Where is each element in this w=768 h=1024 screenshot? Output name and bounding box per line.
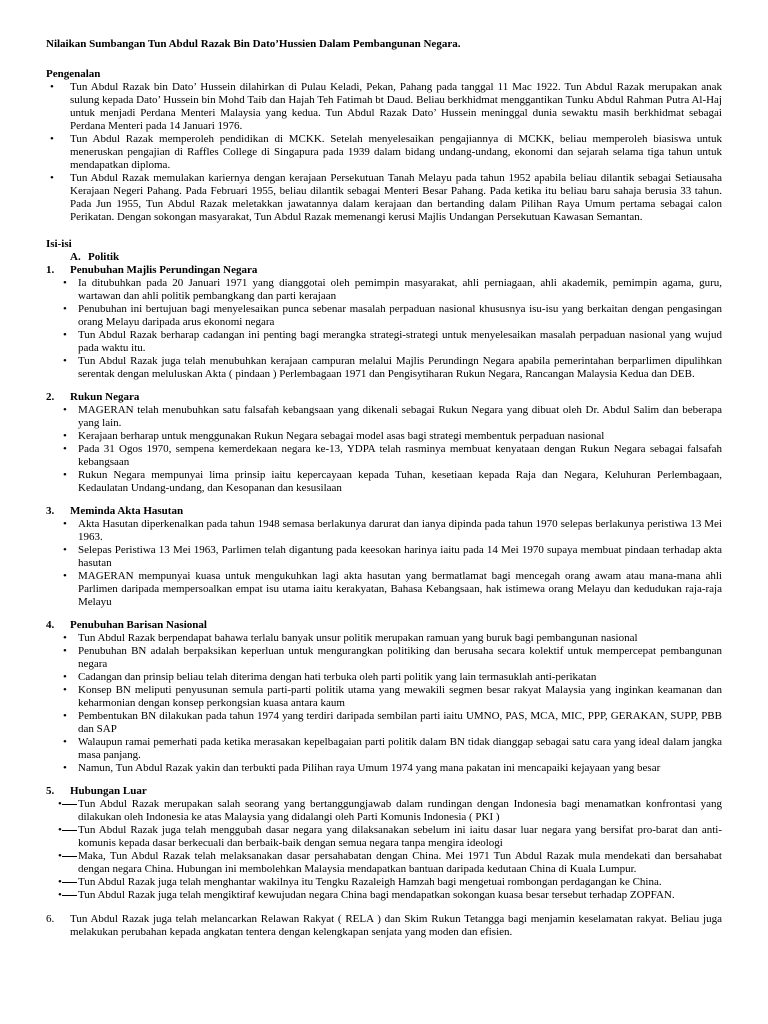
- section-hubungan-luar: [46, 785, 722, 902]
- subheading-label: Politik: [88, 251, 120, 263]
- section-barisan-nasional: [46, 619, 722, 775]
- bullet-item: • Kerajaan berharap untuk menggunakan Rukun Negara sebagai model asas bagi strategi membentuk perpaduan nasional: [46, 430, 722, 443]
- arrow-bullet-text: Tun Abdul Razak juga telah menggubah dasar negara yang dilaksanakan sebelum ini iaitu dasar luar negara yang bersifat pro-barat dan anti-komunis kepada dasar berkecuali dan berbaik-baik dengan semua negara tanpa mengira ideologi: [78, 824, 722, 849]
- bullet-item: • Pembentukan BN dilakukan pada tahun 1974 yang terdiri daripada sembilan parti iaitu UMNO, PAS, MCA, MIC, PPP, GERAKAN, SUPP, PBB dan SAP: [46, 710, 722, 736]
- bullet-item: • Pada 31 Ogos 1970, sempena kemerdekaan negara ke-13, YDPA telah rasminya membuat kenyataan dengan Rukun Negara sebagai falsafah kebangsaan: [46, 443, 722, 469]
- bullet-item: • MAGERAN telah menubuhkan satu falsafah kebangsaan yang dikenali sebagai Rukun Negara yang dibuat oleh Dr. Abdul Salim dan beberapa yang lain.: [46, 404, 722, 430]
- section-text: Tun Abdul Razak juga telah melancarkan Relawan Rakyat ( RELA ) dan Skim Rukun Tetangga bagi menjamin keselamatan rakyat. Beliau juga melakukan perubahan kepada angkatan tentera dengan kelengkapan senjata yang moden dan efisien.: [70, 913, 722, 938]
- arrow-bullet-text: Maka, Tun Abdul Razak telah melaksanakan dasar persahabatan dengan China. Mei 1971 Tun Abdul Razak mula mendekati dan bersahabat dengan negara China. Hubungan ini membolehkan Malaysia mendapatkan bantuan daripada kedutaan China di Kuala Lumpur.: [78, 850, 722, 875]
- arrow-bullet-item: [46, 876, 722, 889]
- bullet-item: • Cadangan dan prinsip beliau telah diterima dengan hati terbuka oleh parti politik yang lain termasuklah anti-perikatan: [46, 671, 722, 684]
- section-title: Penubuhan Barisan Nasional: [70, 619, 207, 631]
- bullet-item: • Tun Abdul Razak berpendapat bahawa terlalu banyak unsur politik merupakan ramuan yang buruk bagi pembangunan nasional: [46, 632, 722, 645]
- arrow-bullet-text: Tun Abdul Razak juga telah menghantar wakilnya itu Tengku Razaleigh Hamzah bagi mengetuai rombongan perdagangan ke China.: [78, 876, 662, 888]
- arrow-bullet-item: [46, 889, 722, 902]
- section-bullets: [46, 518, 722, 609]
- section-heading: [46, 619, 722, 632]
- section-heading: [46, 785, 722, 798]
- intro-list: [46, 81, 722, 224]
- arrow-bullet-text: Tun Abdul Razak juga telah mengiktiraf kewujudan negara China bagi mendapatkan sokongan kuasa besar tersebut terhadap ZOPFAN.: [78, 889, 675, 901]
- section-heading: [46, 505, 722, 518]
- section-number: 1.: [46, 264, 55, 276]
- subheading-politik: [46, 251, 722, 264]
- bullet-item: • Konsep BN meliputi penyusunan semula parti-parti politik utama yang mewakili segmen besar rakyat Malaysia yang inginkan keamanan dan keharmonian dengan konsep perkongsian kuasa antara kaum: [46, 684, 722, 710]
- bullet-item: • Penubuhan BN adalah berpaksikan keperluan untuk mengurangkan politiking dan berusaha secara kolektif untuk mempercepat pembangunan negara: [46, 645, 722, 671]
- arrow-bullet-item: [46, 850, 722, 876]
- intro-heading: Pengenalan: [46, 68, 101, 80]
- section-number: 5.: [46, 785, 55, 797]
- bullet-item: • Tun Abdul Razak berharap cadangan ini penting bagi merangka strategi-strategi untuk menyelesaikan masalah perpaduan nasional yang wujud pada waktu itu.: [46, 329, 722, 355]
- section-heading: [46, 391, 722, 404]
- section-title: Rukun Negara: [70, 391, 140, 403]
- section-title: Penubuhan Majlis Perundingan Negara: [70, 264, 258, 276]
- section-akta-hasutan: [46, 505, 722, 609]
- bullet-item: • Rukun Negara mempunyai lima prinsip iaitu kepercayaan kepada Tuhan, kesetiaan kepada Raja dan Negara, Keluhuran Perlembagaan, Kedaulatan Undang-undang, dan Kesopanan dan kesusilaan: [46, 469, 722, 495]
- bullet-item: • MAGERAN mempunyai kuasa untuk mengukuhkan lagi akta hasutan yang bermatlamat bagi mencegah orang awam atau mana-mana ahli Parlimen daripada mempersoalkan empat isu utama iaitu kerakyatan, Bahasa Kebangsaan, hak istimewa orang Melayu dan kedudukan raja-raja Melayu: [46, 570, 722, 609]
- arrow-bullet-item: [46, 824, 722, 850]
- section-arrow-bullets: [46, 798, 722, 902]
- section-number: 2.: [46, 391, 55, 403]
- section-majlis-perundingan: [46, 264, 722, 381]
- intro-item: • Tun Abdul Razak memperoleh pendidikan di MCKK. Setelah menyelesaikan pengajiannya di MCKK, beliau memperoleh biasiswa untuk meneruskan pengajian di Raffles College di Singapura pada 1939 dalam bidang undang-undang, ekonomi dan sejarah selama tiga tahun untuk mendapatkan diploma.: [46, 133, 722, 172]
- bullet-item: • Akta Hasutan diperkenalkan pada tahun 1948 semasa berlakunya darurat dan ianya dipinda pada tahun 1970 selepas berlakunya peristiwa 13 Mei 1963.: [46, 518, 722, 544]
- arrow-bullet-icon: [58, 824, 78, 837]
- section-number: 4.: [46, 619, 55, 631]
- bullet-item: • Ia ditubuhkan pada 20 Januari 1971 yang dianggotai oleh pemimpin masyarakat, ahli perniagaan, ahli akademik, pemimpin agama, guru, wartawan dan ahli politik pembangkang dan parti kerajaan: [46, 277, 722, 303]
- arrow-bullet-item: [46, 798, 722, 824]
- section-number: 3.: [46, 505, 55, 517]
- intro-item: • Tun Abdul Razak bin Dato’ Hussein dilahirkan di Pulau Keladi, Pekan, Pahang pada tanggal 11 Mac 1922. Tun Abdul Razak merupakan anak sulung kepada Dato’ Hussein bin Mohd Taib dan Hajah Teh Fatimah bt Daud. Beliau berkhidmat menggantikan Tunku Abdul Rahman Putra Al-Haj untuk menjadi Perdana Menteri Malaysia yang kedua. Tun Abdul Razak Dato’ Hussein meninggal dunia sewaktu masih berkhidmat sebagai Perdana Menteri pada 14 Januari 1976.: [46, 81, 722, 133]
- intro-item: • Tun Abdul Razak memulakan kariernya dengan kerajaan Persekutuan Tanah Melayu pada tahun 1952 apabila beliau dilantik sebagai Setiausaha Kerajaan Negeri Pahang. Pada Februari 1955, beliau dilantik sebagai Menteri Besar Pahang. Pada ketika itu beliau baru sahaja berusia 33 tahun. Pada Jun 1955, Tun Abdul Razak meletakkan jawatannya dalam kerajaan dan bertanding dalam Pilihan Raya Umum pertama sebagai calon Perikatan. Dengan sokongan masyarakat, Tun Abdul Razak memenangi kerusi Majlis Undangan Persekutuan Kawasan Semantan.: [46, 172, 722, 224]
- bullet-item: • Walaupun ramai pemerhati pada ketika merasakan kepelbagaian parti politik dalam BN tidak dianggap sebagai satu cara yang ideal dalam jangka masa panjang.: [46, 736, 722, 762]
- document-title: Nilaikan Sumbangan Tun Abdul Razak Bin Dato’Hussien Dalam Pembangunan Negara.: [46, 38, 461, 50]
- arrow-bullet-icon: [58, 798, 78, 811]
- section-rela: [46, 913, 722, 939]
- subheading-letter: A.: [70, 251, 81, 263]
- bullet-item: • Penubuhan ini bertujuan bagi menyelesaikan punca sebenar masalah perpaduan nasional khususnya isu-isu yang berkaitan dengan pengasingan orang Melayu daripada arus ekonomi negara: [46, 303, 722, 329]
- isi-heading: Isi-isi: [46, 238, 72, 250]
- arrow-bullet-icon: [58, 876, 78, 889]
- section-title: Meminda Akta Hasutan: [70, 505, 184, 517]
- section-bullets: [46, 404, 722, 495]
- arrow-bullet-icon: [58, 850, 78, 863]
- bullet-item: • Selepas Peristiwa 13 Mei 1963, Parlimen telah digantung pada keesokan harinya iaitu pada 14 Mei 1970 supaya membuat pindaan terhadap akta hasutan: [46, 544, 722, 570]
- section-rukun-negara: [46, 391, 722, 495]
- bullet-item: • Namun, Tun Abdul Razak yakin dan terbukti pada Pilihan raya Umum 1974 yang mana pakatan ini mencapaiki kejayaan yang besar: [46, 762, 722, 775]
- arrow-bullet-icon: [58, 889, 78, 902]
- section-title: Hubungan Luar: [70, 785, 147, 797]
- section-number: 6.: [46, 913, 55, 925]
- bullet-item: • Tun Abdul Razak juga telah menubuhkan kerajaan campuran melalui Majlis Perundingn Negara apabila pemerintahan berparlimen dipulihkan serentak dengan meluluskan Akta ( pindaan ) Perlembagaan 1971 dan Pengisytiharan Rukun Negara, Rancangan Malaysia Kedua dan DEB.: [46, 355, 722, 381]
- section-bullets: [46, 277, 722, 381]
- section-bullets: [46, 632, 722, 775]
- arrow-bullet-text: Tun Abdul Razak merupakan salah seorang yang bertanggungjawab dalam rundingan dengan Indonesia bagi menamatkan konfrontasi yang dilakukan oleh Indonesia ke atas Malaysia yang didalangi oleh Parti Komunis Indonesia ( PKI ): [78, 798, 722, 823]
- section-heading: [46, 264, 722, 277]
